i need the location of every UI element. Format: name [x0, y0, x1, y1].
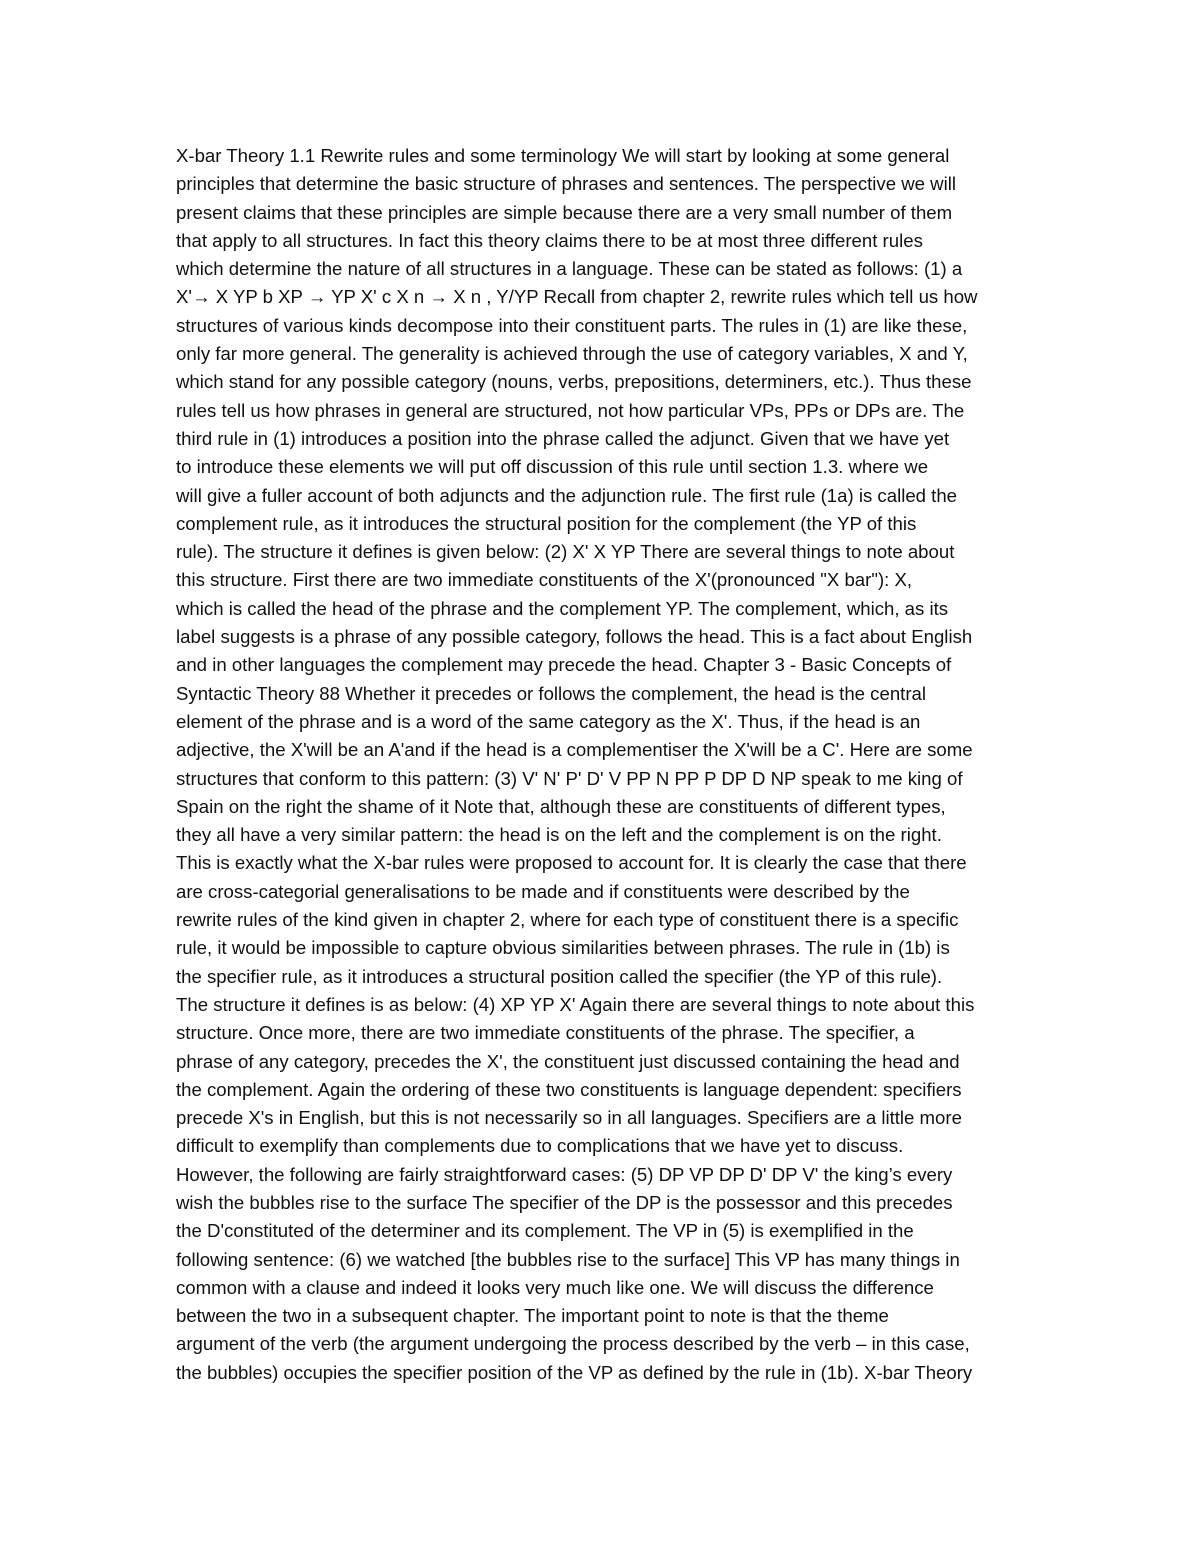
text-line: X'→ X YP b XP → YP X' c X n → X n , Y/YP Recall from chapter 2, rewrite rules which tell us how [176, 286, 978, 308]
text-line: they all have a very similar pattern: the head is on the left and the complement is on the right. [176, 824, 942, 846]
text-line: X-bar Theory 1.1 Rewrite rules and some terminology We will start by looking at some general [176, 145, 950, 166]
text-line: adjective, the X'will be an A'and if the head is a complementiser the X'will be a C'. Here are some [176, 739, 973, 761]
text-line: common with a clause and indeed it looks very much like one. We will discuss the difference [176, 1276, 934, 1298]
text-line: wish the bubbles rise to the surface The specifier of the DP is the possessor and this precedes [176, 1191, 953, 1213]
text-line: label suggests is a phrase of any possible category, follows the head. This is a fact about English [176, 626, 973, 648]
text-line: complement rule, as it introduces the structural position for the complement (the YP of this [176, 512, 917, 534]
text-line: structures that conform to this pattern: (3) V' N' P' D' V PP N PP P DP D NP speak to me king of [176, 767, 963, 789]
text-line: structure. Once more, there are two immediate constituents of the phrase. The specifier, a [176, 1022, 915, 1044]
text-line: the complement. Again the ordering of these two constituents is language dependent: specifiers [176, 1078, 962, 1100]
text-line: rewrite rules of the kind given in chapter 2, where for each type of constituent there is a specific [176, 909, 959, 931]
text-line: the bubbles) occupies the specifier position of the VP as defined by the rule in (1b). X-bar Theory [176, 1361, 973, 1383]
text-line: However, the following are fairly straightforward cases: (5) DP VP DP D' DP V' the king’s every [176, 1163, 953, 1185]
text-line: rules tell us how phrases in general are structured, not how particular VPs, PPs or DPs are. The [176, 399, 965, 421]
text-line: will give a fuller account of both adjuncts and the adjunction rule. The first rule (1a) is called the [176, 484, 958, 506]
text-line: argument of the verb (the argument undergoing the process described by the verb – in this case, [176, 1333, 970, 1355]
text-line: only far more general. The generality is achieved through the use of category variables, X and Y, [176, 343, 968, 365]
text-line: are cross-categorial generalisations to be made and if constituents were described by the [176, 880, 910, 902]
text-line: This is exactly what the X-bar rules were proposed to account for. It is clearly the case that there [176, 852, 967, 874]
text-line: structures of various kinds decompose into their constituent parts. The rules in (1) are like these, [176, 314, 968, 336]
text-line: which stand for any possible category (nouns, verbs, prepositions, determiners, etc.). Thus these [176, 371, 972, 393]
text-line: element of the phrase and is a word of the same category as the X'. Thus, if the head is an [176, 710, 921, 732]
text-line: difficult to exemplify than complements due to complications that we have yet to discuss. [176, 1135, 904, 1157]
text-line: between the two in a subsequent chapter. The important point to note is that the theme [176, 1305, 889, 1327]
text-line: rule). The structure it defines is given below: (2) X' X YP There are several things to note about [176, 541, 955, 563]
text-line: Syntactic Theory 88 Whether it precedes or follows the complement, the head is the central [176, 682, 926, 704]
text-line: the D'constituted of the determiner and its complement. The VP in (5) is exemplified in the [176, 1220, 914, 1242]
text-line: rule, it would be impossible to capture obvious similarities between phrases. The rule in (1b) is [176, 937, 950, 959]
text-line: which determine the nature of all structures in a language. These can be stated as follows: (1) a [176, 258, 963, 280]
text-line: third rule in (1) introduces a position into the phrase called the adjunct. Given that we have yet [176, 427, 950, 449]
text-line: to introduce these elements we will put off discussion of this rule until section 1.3. where we [176, 456, 929, 478]
text-line: that apply to all structures. In fact this theory claims there to be at most three different rules [176, 229, 923, 251]
text-line: which is called the head of the phrase and the complement YP. The complement, which, as its [176, 597, 949, 619]
text-line: this structure. First there are two immediate constituents of the X'(pronounced "X bar"): X, [176, 569, 913, 591]
text-line: principles that determine the basic structure of phrases and sentences. The perspective we will [176, 173, 956, 195]
text-line: The structure it defines is as below: (4) XP YP X' Again there are several things to note about this [176, 993, 975, 1015]
body-text [176, 142, 1036, 1387]
text-line: and in other languages the complement may precede the head. Chapter 3 - Basic Concepts of [176, 654, 952, 676]
text-line: Spain on the right the shame of it Note that, although these are constituents of different types, [176, 795, 946, 817]
text-line: the specifier rule, as it introduces a structural position called the specifier (the YP of this rule). [176, 965, 943, 987]
text-line: following sentence: (6) we watched [the bubbles rise to the surface] This VP has many things in [176, 1248, 960, 1270]
text-line: phrase of any category, precedes the X', the constituent just discussed containing the head and [176, 1050, 960, 1072]
text-line: precede X's in English, but this is not necessarily so in all languages. Specifiers are a little more [176, 1107, 962, 1129]
text-line: present claims that these principles are simple because there are a very small number of them [176, 201, 953, 223]
